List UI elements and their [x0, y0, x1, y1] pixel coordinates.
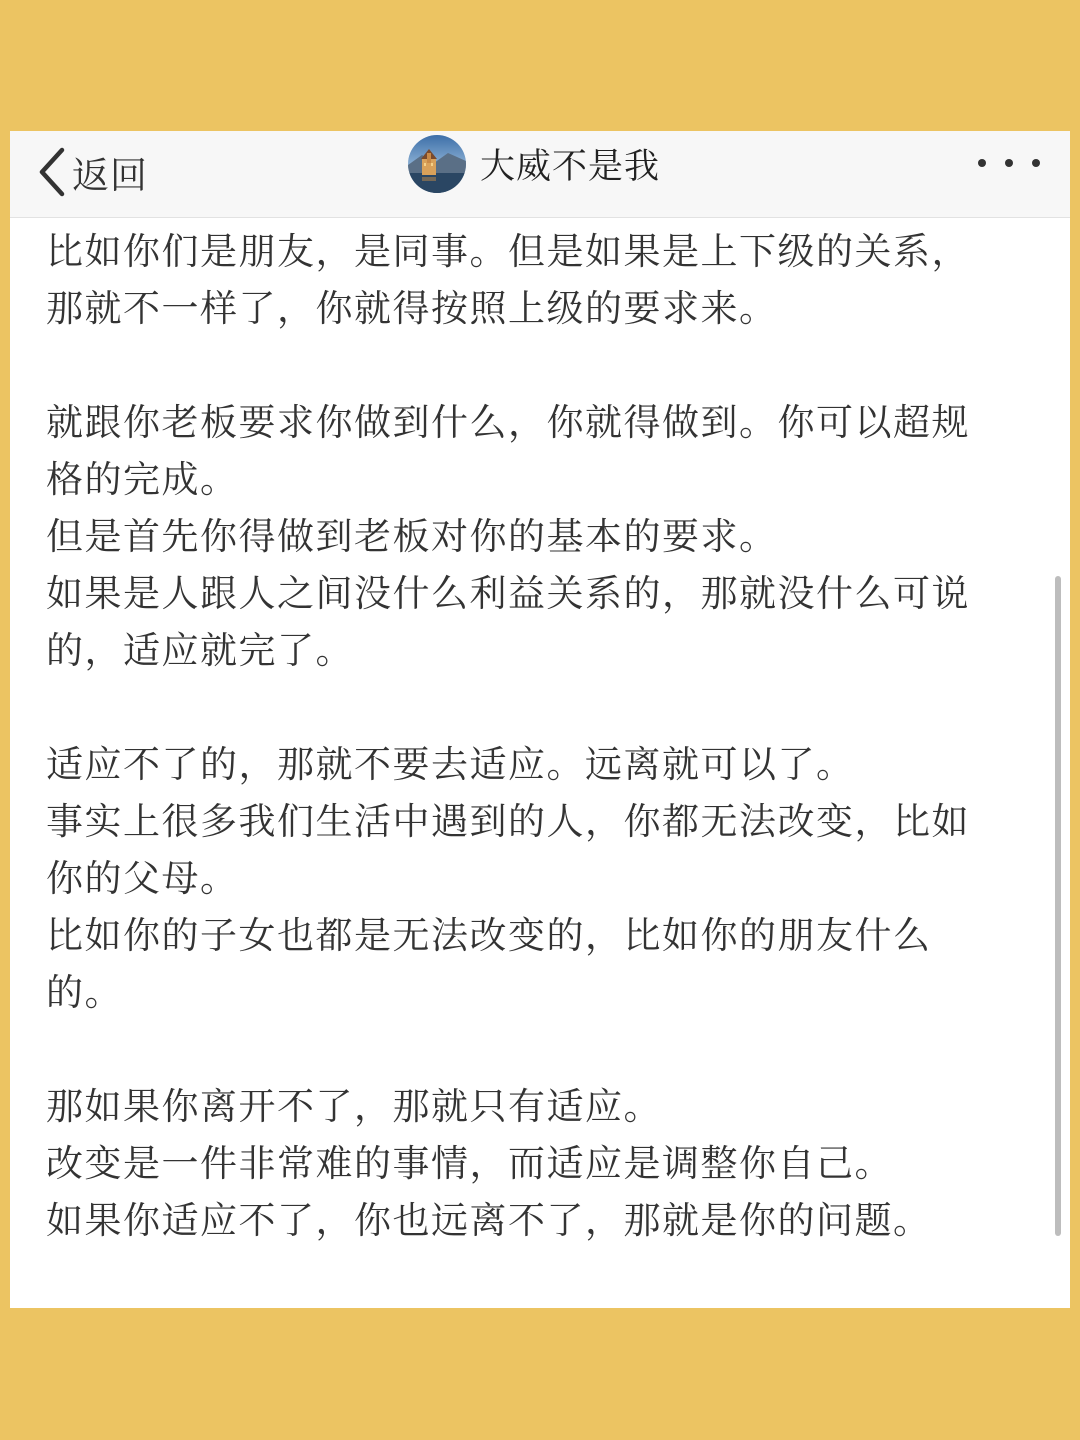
profile-header[interactable]: [408, 133, 660, 195]
more-dots-icon: [978, 159, 986, 167]
top-navbar: [10, 131, 1070, 218]
paragraph-gap: [46, 1021, 1036, 1078]
avatar[interactable]: [408, 135, 466, 193]
vertical-scrollbar[interactable]: [1055, 576, 1061, 1236]
text-line: 如果你适应不了，你也远离不了，那就是你的问题。: [46, 1199, 932, 1242]
more-dots-icon: [1005, 159, 1013, 167]
page-title: 大威不是我: [480, 147, 661, 187]
text-line: 你的父母。: [46, 857, 239, 900]
text-line: 就跟你老板要求你做到什么，你就得做到。你可以超规: [46, 401, 970, 444]
text-line: 那如果你离开不了，那就只有适应。: [46, 1085, 662, 1128]
text-line: 比如你们是朋友，是同事。但是如果是上下级的关系，: [46, 230, 970, 273]
paragraph-gap: [46, 679, 1036, 736]
text-line: 的。: [46, 971, 123, 1014]
back-button[interactable]: [36, 141, 148, 203]
text-line: 但是首先你得做到老板对你的基本的要求。: [46, 515, 778, 558]
text-line: 格的完成。: [46, 458, 239, 501]
text-line: 比如你的子女也都是无法改变的，比如你的朋友什么: [46, 914, 932, 957]
article-body: [46, 223, 1036, 1249]
more-options-button[interactable]: [978, 153, 1040, 173]
more-dots-icon: [1032, 159, 1040, 167]
text-line: 如果是人跟人之间没什么利益关系的，那就没什么可说: [46, 572, 970, 615]
back-label: 返回: [72, 154, 148, 197]
text-line: 那就不一样了，你就得按照上级的要求来。: [46, 287, 778, 330]
text-line: 改变是一件非常难的事情，而适应是调整你自己。: [46, 1142, 893, 1185]
paragraph-gap: [46, 337, 1036, 394]
chevron-left-icon: [36, 144, 68, 200]
text-line: 事实上很多我们生活中遇到的人，你都无法改变，比如: [46, 800, 970, 843]
content-card: [10, 131, 1070, 1308]
text-line: 适应不了的，那就不要去适应。远离就可以了。: [46, 743, 855, 786]
text-line: 的，适应就完了。: [46, 629, 354, 672]
